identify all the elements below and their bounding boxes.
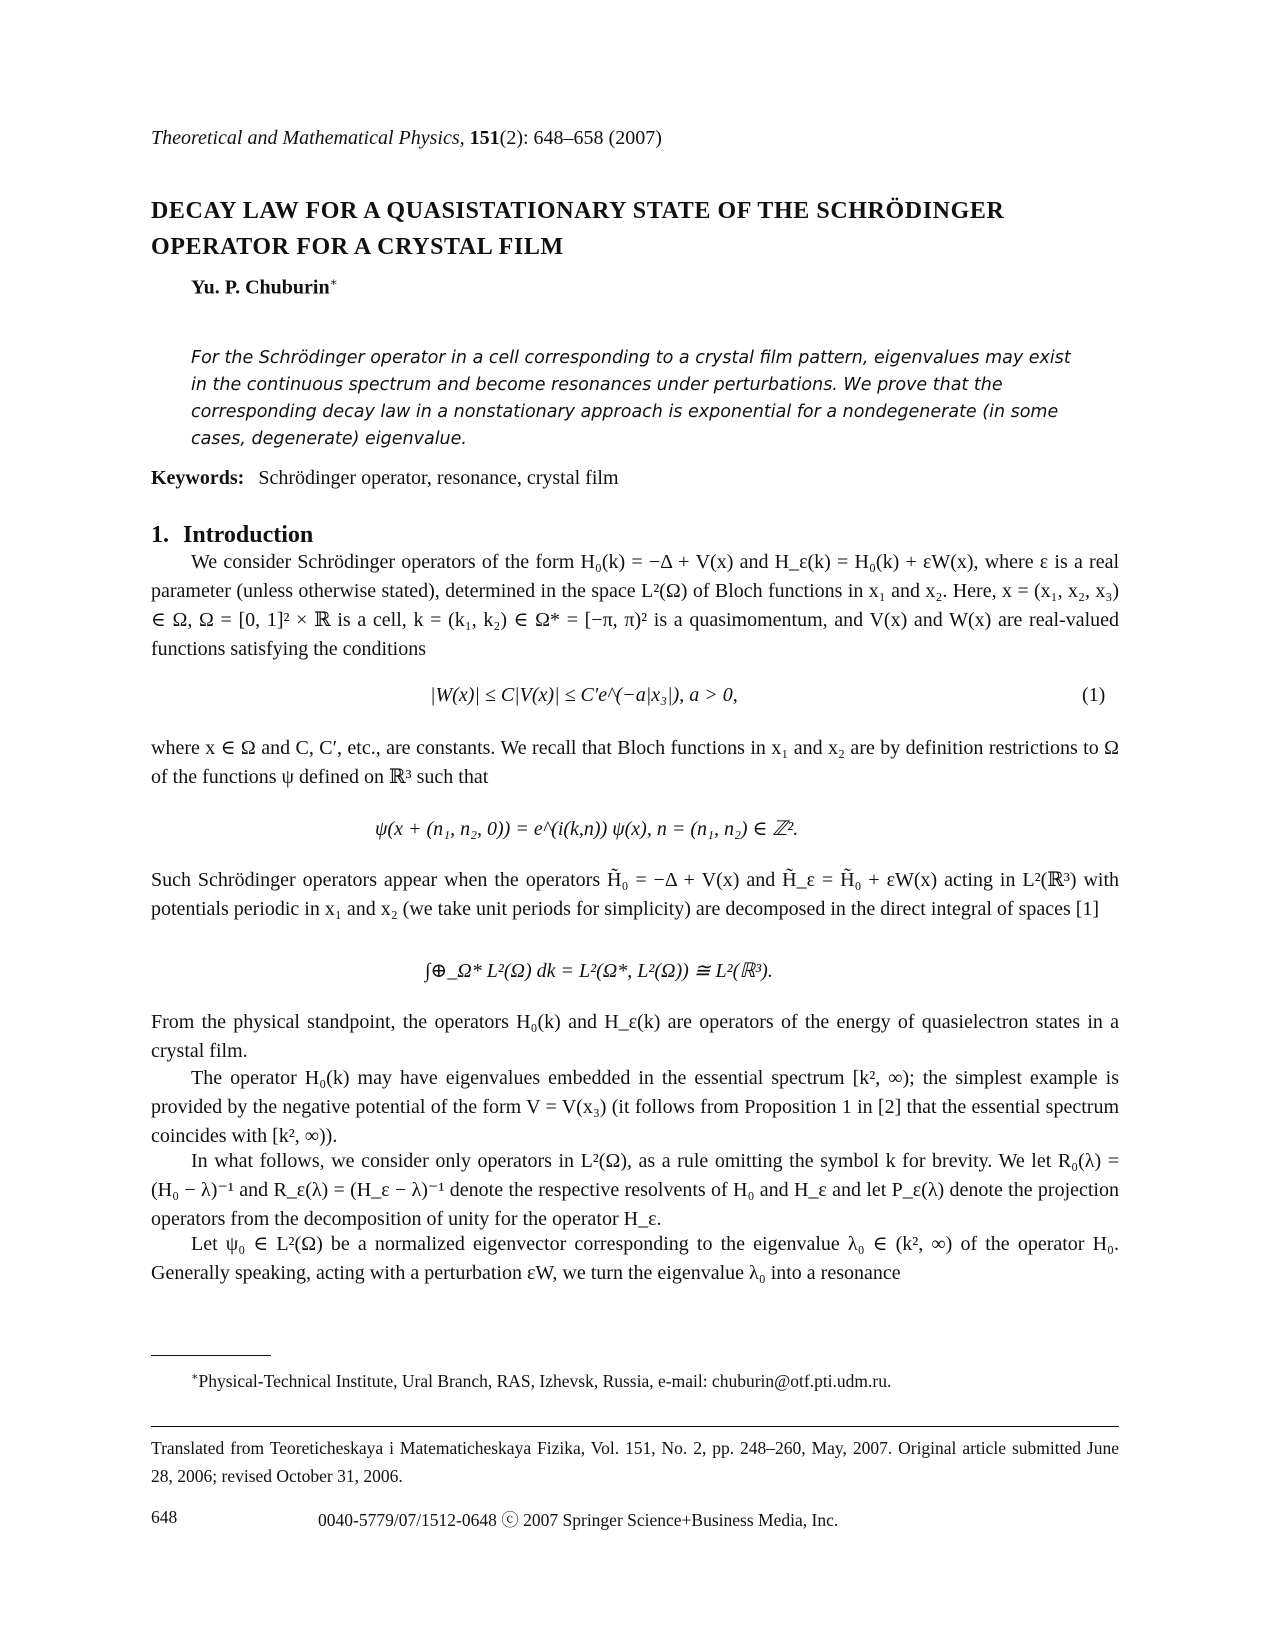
footnote-mark: ∗ [191, 1371, 199, 1383]
footnote-divider [151, 1355, 271, 1356]
abstract: For the Schrödinger operator in a cell corresponding to a crystal film pattern, eigenvalues may exist in the continuous spectrum and become resonances under perturbations. We prove that the corresponding decay law in a nonstationary approach is exponential for a nondegenerate (in some cases, degenerate) eigenvalue. [191, 348, 1071, 449]
equation-3: ∫⊕_Ω* L²(Ω) dk = L²(Ω*, L²(Ω)) ≅ L²(ℝ³). [425, 960, 773, 982]
paragraph-5: The operator H₀(k) may have eigenvalues embedded in the essential spectrum [k², ∞); the simplest example is provided by the negative potential of the form V = V(x₃) (it follows from Proposition 1 in [2] that the essential spectrum coincides with [k², ∞)). [151, 1067, 1119, 1147]
journal-name: Theoretical and Mathematical Physics, [151, 127, 465, 149]
paper-title: DECAY LAW FOR A QUASISTATIONARY STATE OF THE SCHRÖDINGER OPERATOR FOR A CRYSTAL FILM [151, 198, 1005, 260]
copyright-line: 0040-5779/07/1512-0648 ⓒ 2007 Springer Science+Business Media, Inc. [318, 1510, 839, 1530]
journal-volume: 151 [469, 127, 500, 149]
author-footnote-mark: ∗ [329, 275, 338, 289]
page-number: 648 [151, 1507, 178, 1527]
paragraph-6: In what follows, we consider only operators in L²(Ω), as a rule omitting the symbol k for brevity. We let R₀(λ) = (H₀ − λ)⁻¹ and R_ε(λ) = (H_ε − λ)⁻¹ denote the respective resolvents of H₀ and H_ε and let P_ε(λ) denote the projection operators from the decomposition of unity for the operator H_ε. [151, 1150, 1119, 1230]
equation-1: |W(x)| ≤ C|V(x)| ≤ C′e^(−a|x₃|), a > 0, [430, 684, 738, 706]
section-heading [151, 522, 313, 549]
translation-divider [151, 1426, 1119, 1427]
paragraph-3: Such Schrödinger operators appear when the operators H̃₀ = −Δ + V(x) and H̃_ε = H̃₀ + εW(x) acting in L²(ℝ³) with potentials periodic in x₁ and x₂ (we take unit periods for simplicity) are decomposed in the direct integral of spaces [1] [151, 869, 1119, 920]
footnote [191, 1370, 891, 1392]
section-title: Introduction [183, 522, 314, 548]
keywords-label: Keywords: [151, 467, 245, 489]
equation-1-number: (1) [1082, 684, 1106, 706]
keywords [151, 467, 619, 490]
author-name: Yu. P. Chuburin [191, 276, 330, 299]
paragraph-4: From the physical standpoint, the operators H₀(k) and H_ε(k) are operators of the energy of quasielectron states in a crystal film. [151, 1011, 1119, 1062]
paragraph-1: We consider Schrödinger operators of the form H₀(k) = −Δ + V(x) and H_ε(k) = H₀(k) + εW(x), where ε is a real parameter (unless otherwise stated), determined in the space L²(Ω) of Bloch functions in x₁ and x₂. Here, x = (x₁, x₂, x₃) ∈ Ω, Ω = [0, 1]² × ℝ is a cell, k = (k₁, k₂) ∈ Ω* = [−π, π)² is a quasimomentum, and V(x) and W(x) are real-valued functions satisfying the conditions [151, 551, 1119, 660]
translation-note: Translated from Teoreticheskaya i Matematicheskaya Fizika, Vol. 151, No. 2, pp. 248–260, May, 2007. Original article submitted June 28, 2006; revised October 31, 2006. [151, 1438, 1119, 1486]
paragraph-2: where x ∈ Ω and C, C′, etc., are constants. We recall that Bloch functions in x₁ and x₂ are by definition restrictions to Ω of the functions ψ defined on ℝ³ such that [151, 737, 1119, 788]
equation-2: ψ(x + (n₁, n₂, 0)) = e^(i(k,n)) ψ(x), n = (n₁, n₂) ∈ ℤ². [375, 818, 799, 840]
keywords-text: Schrödinger operator, resonance, crystal film [258, 467, 619, 489]
journal-header [151, 127, 662, 150]
section-number: 1. [151, 522, 169, 548]
paragraph-7: Let ψ₀ ∈ L²(Ω) be a normalized eigenvector corresponding to the eigenvalue λ₀ ∈ (k², ∞) of the operator H₀. Generally speaking, acting with a perturbation εW, we turn the eigenvalue λ₀ into a resonance [151, 1233, 1119, 1284]
journal-issue: (2): 648–658 (2007) [499, 127, 662, 149]
footnote-text: Physical-Technical Institute, Ural Branch, RAS, Izhevsk, Russia, e-mail: chuburin@otf.pti.udm.ru. [198, 1370, 892, 1391]
author [191, 275, 338, 300]
